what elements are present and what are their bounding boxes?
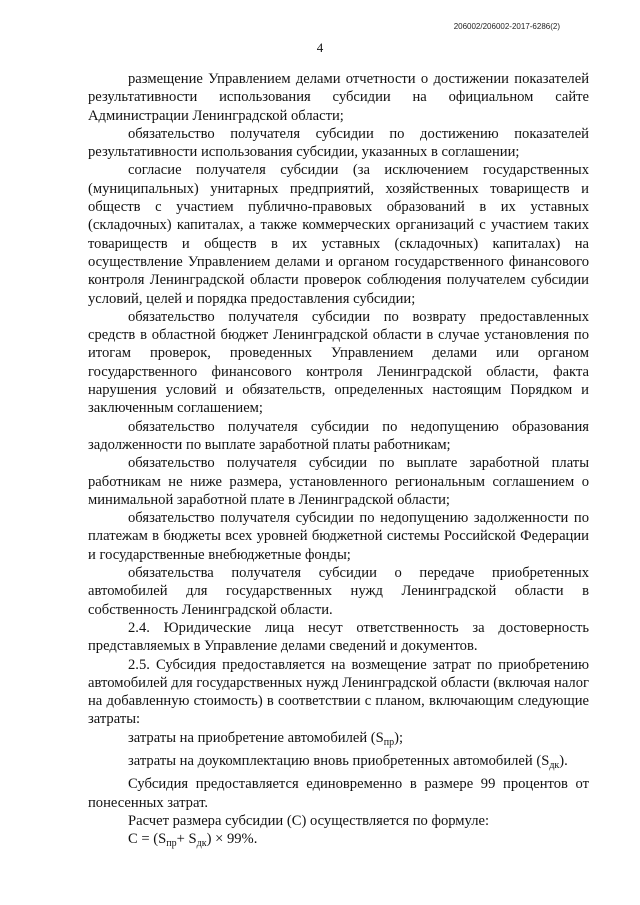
formula-plus: + S (176, 831, 197, 848)
formula-lhs: С = (S (128, 831, 167, 848)
cost-item-purchase-text: затраты на приобретение автомобилей (S (128, 729, 384, 746)
cost-item-completion (88, 752, 589, 775)
paragraph: Расчет размера субсидии (С) осуществляется по формуле: (128, 812, 490, 829)
cost-item-purchase-sub: пр (383, 736, 395, 748)
page-number: 4 (316, 40, 324, 55)
document-id: 206002/206002-2017-6286(2) (453, 22, 560, 31)
paragraph: обязательство получателя субсидии по возврату предоставленных средств в областной бюджет Ленинградской области в случае установления по итогам проверок, проведенных Управлением делами или органом государственного финансового контроля Ленинградской области, факта нарушения условий и обязательств, определенных настоящим Порядком и заключенным соглашением; (88, 308, 589, 417)
subsidy-formula (88, 830, 589, 853)
document-body (88, 70, 589, 853)
paragraph: обязательства получателя субсидии о передаче приобретенных автомобилей для государственных нужд Ленинградской области в собственность Ленинградской области. (88, 565, 589, 618)
paragraph: обязательство получателя субсидии по недопущению образования задолженности по выплате заработной платы работникам; (88, 418, 589, 453)
formula-sub2: дк (196, 838, 207, 850)
cost-item-completion-text: затраты на доукомплектацию вновь приобретенных автомобилей (S (128, 752, 550, 769)
paragraph: обязательство получателя субсидии по выплате заработной платы работникам не ниже размера, установленного региональным соглашением о минимальной заработной плате в Ленинградской области; (88, 455, 589, 508)
cost-item-completion-end: ). (559, 752, 568, 769)
paragraph: размещение Управлением делами отчетности о достижении показателей результативности использования субсидии на официальном сайте Администрации Ленинградской области; (88, 71, 589, 124)
formula-rhs: ) × 99%. (206, 831, 258, 848)
paragraph: 2.4. Юридические лица несут ответственность за достоверность представляемых в Управление делами сведений и документов. (88, 619, 589, 655)
formula-sub1: пр (166, 838, 177, 850)
paragraph: обязательство получателя субсидии по достижению показателей результативности использования субсидии, указанных в соглашении; (88, 125, 589, 161)
cost-item-purchase (88, 729, 589, 752)
paragraph: согласие получателя субсидии (за исключением государственных (муниципальных) унитарных предприятий, хозяйственных товариществ и обществ с участием публично-правовых образований в их уставных (складочных) капиталах, а также коммерческих организаций с участием таких товариществ и обществ в их уставных (складочных) капиталах) на осуществление Управлением делами и органом государственного финансового контроля Ленинградской области проверок соблюдения получателем субсидии условий, целей и порядка предоставления субсидии; (88, 162, 589, 307)
cost-item-completion-sub: дк (549, 759, 560, 771)
paragraph: 2.5. Субсидия предоставляется на возмещение затрат по приобретению автомобилей для государственных нужд Ленинградской области (включая налог на добавленную стоимость) в соответствии с планом, включающим следующие затраты: (88, 656, 589, 728)
paragraph: Субсидия предоставляется единовременно в размере 99 процентов от понесенных затрат. (88, 776, 589, 811)
paragraph: обязательство получателя субсидии по недопущению задолженности по платежам в бюджеты всех уровней бюджетной системы Российской Федерации и государственные внебюджетные фонды; (88, 510, 589, 563)
cost-item-purchase-end: ); (394, 729, 404, 746)
